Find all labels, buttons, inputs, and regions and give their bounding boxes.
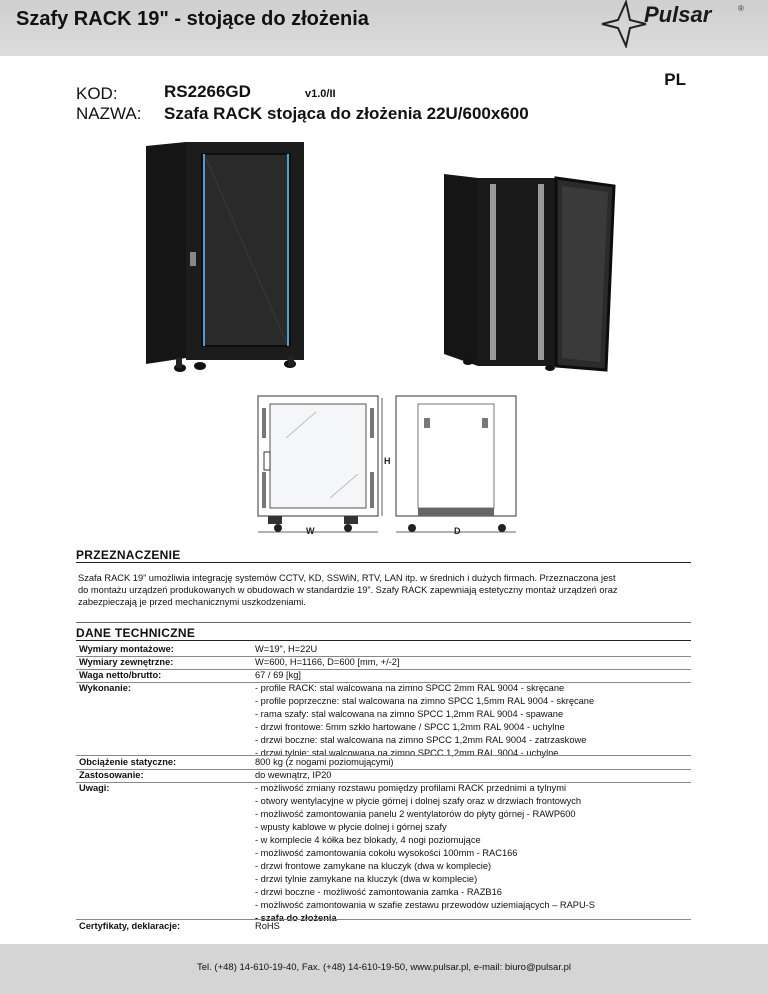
spec-key: Wymiary montażowe: [79,644,174,654]
spec-value: - wpusty kablowe w płycie dolnej i górnej szafy [255,822,447,832]
section-rule [76,640,691,641]
version: v1.0/II [305,88,336,100]
footer-contact: Tel. (+48) 14-610-19-40, Fax. (+48) 14-610-19-50, www.pulsar.pl, e-mail: biuro@pulsar.pl [197,962,571,973]
spec-value: - drzwi boczne: stal walcowana na zimno SPCC 1,2mm RAL 9004 - zatrzaskowe [255,735,587,745]
language-code: PL [664,70,686,89]
row-divider [76,669,691,670]
spec-value: 67 / 69 [kg] [255,670,301,680]
section-title-przeznaczenie: PRZEZNACZENIE [76,548,181,562]
spec-value: RoHS [255,921,280,931]
spec-value: W=19", H=22U [255,644,318,654]
spec-key: Wykonanie: [79,683,132,693]
spec-key: Zastosowanie: [79,770,144,780]
description [78,572,690,608]
spec-value: - otwory wentylacyjne w płycie górnej i dolnej szafy oraz w drzwiach frontowych [255,796,582,806]
spec-value: 800 kg (z nogami poziomującymi) [255,757,394,767]
spec-value: - drzwi frontowe: 5mm szkło hartowane / SPCC 1,2mm RAL 9004 - uchylne [255,722,565,732]
spec-value: - drzwi frontowe zamykane na kluczyk (dwa w komplecie) [255,861,492,871]
spec-value: - możliwość zamontowania cokołu wysokości 100mm - RAC166 [255,848,518,858]
nazwa-value: Szafa RACK stojąca do złożenia 22U/600x600 [164,104,529,123]
section-title-dane: DANE TECHNICZNE [76,626,196,640]
description-line: Szafa RACK 19” umożliwia integrację systemów CCTV, KD, SSWiN, RTV, LAN itp. w średnich i dużych firmach. Przeznaczona jest [78,573,616,583]
spec-value: do wewnątrz, IP20 [255,770,332,780]
spec-value: - szafa do złożenia [255,913,337,923]
dimension-d: D [454,526,461,536]
spec-value: - drzwi boczne - możliwość zamontowania zamka - RAZB16 [255,887,502,897]
pulsar-logo [596,0,756,48]
row-divider [76,919,691,920]
spec-value: - możliwość zmiany rozstawu pomiędzy profilami RACK przednimi a tylnymi [255,783,567,793]
spec-key: Waga netto/brutto: [79,670,162,680]
spec-value: W=600, H=1166, D=600 [mm, +/-2] [255,657,400,667]
row-divider [76,755,691,756]
cabinet-closed-photo [140,142,320,374]
kod-value: RS2266GD [164,82,251,101]
spec-value: - profile poprzeczne: stal walcowana na zimno SPCC 1,5mm RAL 9004 - skręcane [255,696,595,706]
section-rule [76,562,691,563]
cabinet-open-photo [438,170,618,380]
registered-mark: ® [738,4,744,13]
cabinet-drawing [250,388,530,540]
spec-key: Obciążenie statyczne: [79,757,177,767]
brand-name: Pulsar [644,2,712,27]
spec-value: - drzwi tylnie zamykane na kluczyk (dwa w komplecie) [255,874,478,884]
spec-key: Certyfikaty, deklaracje: [79,921,181,931]
section-rule [76,622,691,623]
spec-key: Uwagi: [79,783,110,793]
spec-value: - w komplecie 4 kółka bez blokady, 4 nogi poziomujące [255,835,481,845]
spec-value: - drzwi tylnie: stal walcowana na zimno SPCC 1,2mm RAL 9004 - uchylne [255,748,559,758]
description-line: zabezpieczają je przed mechanicznymi uszkodzeniami. [78,597,306,607]
description-line: do montażu urządzeń produkowanych w obudowach w standardzie 19”. Szafy RACK zapewniają estetyczny montaż urządzeń oraz [78,585,618,595]
spec-value: - możliwość zamontowania panelu 2 wentylatorów do płyty górnej - RAWP600 [255,809,576,819]
dimension-h: H [384,456,391,466]
document-title: Szafy RACK 19" - stojące do złożenia [16,8,369,30]
spec-value: - rama szafy: stal walcowana na zimno SPCC 1,2mm RAL 9004 - spawane [255,709,564,719]
dimension-w: W [306,526,315,536]
kod-label: KOD: [76,84,118,103]
nazwa-label: NAZWA: [76,104,142,123]
spec-key: Wymiary zewnętrzne: [79,657,174,667]
row-divider [76,769,691,770]
spec-value: - możliwość zamontowania w szafie zestawu przewodów uziemiających – RAPU-S [255,900,595,910]
spec-value: - profile RACK: stal walcowana na zimno SPCC 2mm RAL 9004 - skręcane [255,683,565,693]
